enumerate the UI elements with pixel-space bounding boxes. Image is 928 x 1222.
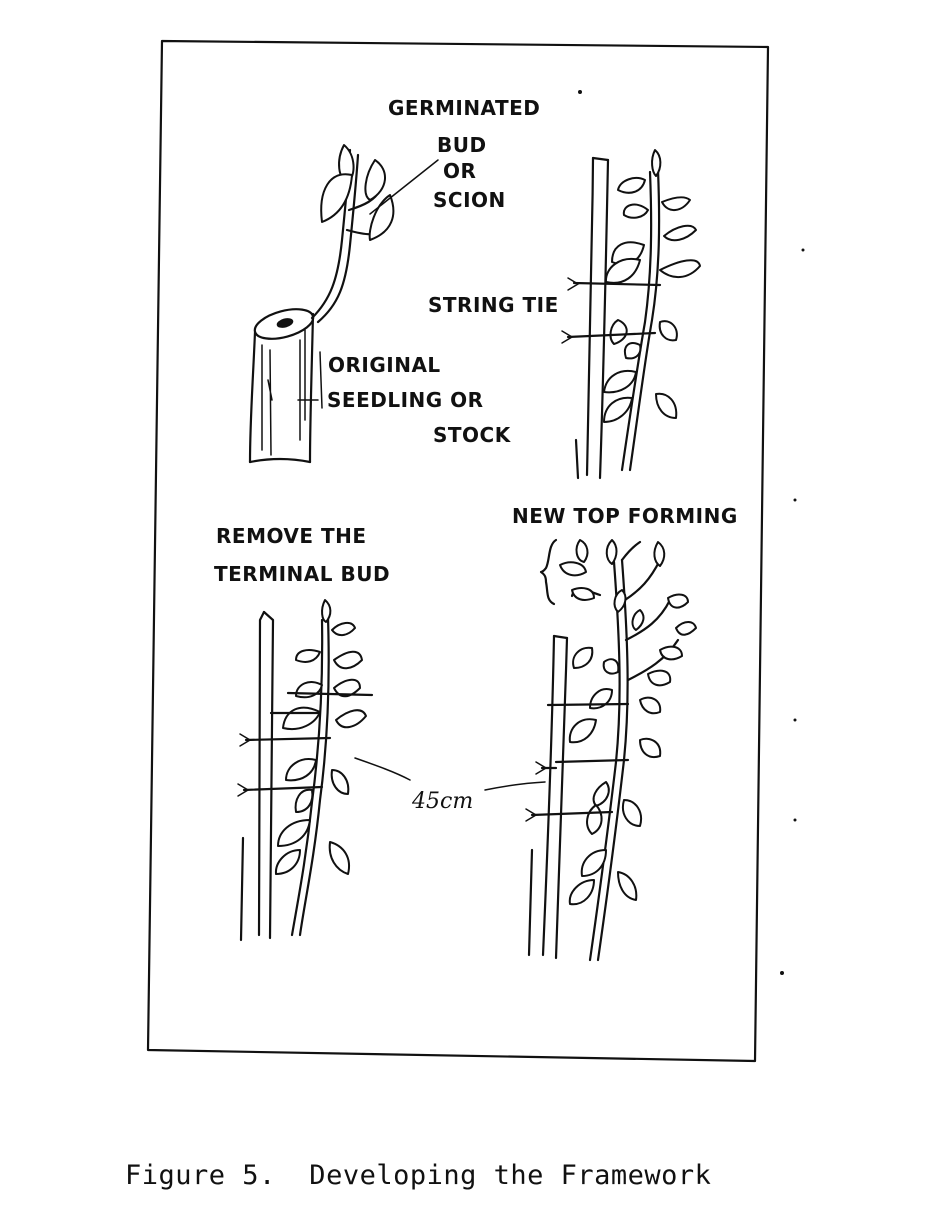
shoot-drawing [560,540,696,960]
figure-caption: Figure 5. Developing the Framework [125,1160,712,1191]
distance-marker [355,758,545,814]
shoot-drawing [604,150,700,470]
string-ties [526,704,628,821]
label-seedling-or: SEEDLING OR [327,388,484,412]
label-bud: BUD [437,133,487,157]
label-new-top-forming: NEW TOP FORMING [512,504,738,528]
label-germinated: GERMINATED [388,96,541,120]
label-terminal-bud: TERMINAL BUD [214,562,391,586]
label-or: OR [443,159,477,183]
stock-marker [298,352,322,408]
panel-new-top-forming [512,504,738,960]
stake-drawing [576,158,608,478]
panel-germinated-bud [250,96,540,462]
label-stock: STOCK [433,423,511,447]
label-remove-the: REMOVE THE [216,524,367,548]
scion-shoot-drawing [312,145,393,322]
new-top-brace [541,540,556,604]
stake-drawing [241,612,273,940]
stray-marks [579,91,805,975]
panel-remove-terminal-bud [214,524,390,940]
stake-drawing [529,636,567,958]
seedling-stock-drawing [250,304,316,462]
label-scion: SCION [433,188,506,212]
label-string-tie: STRING TIE [428,293,559,317]
label-original: ORIGINAL [328,353,441,377]
label-45cm: 45cm [412,789,474,814]
shoot-drawing [276,600,366,935]
